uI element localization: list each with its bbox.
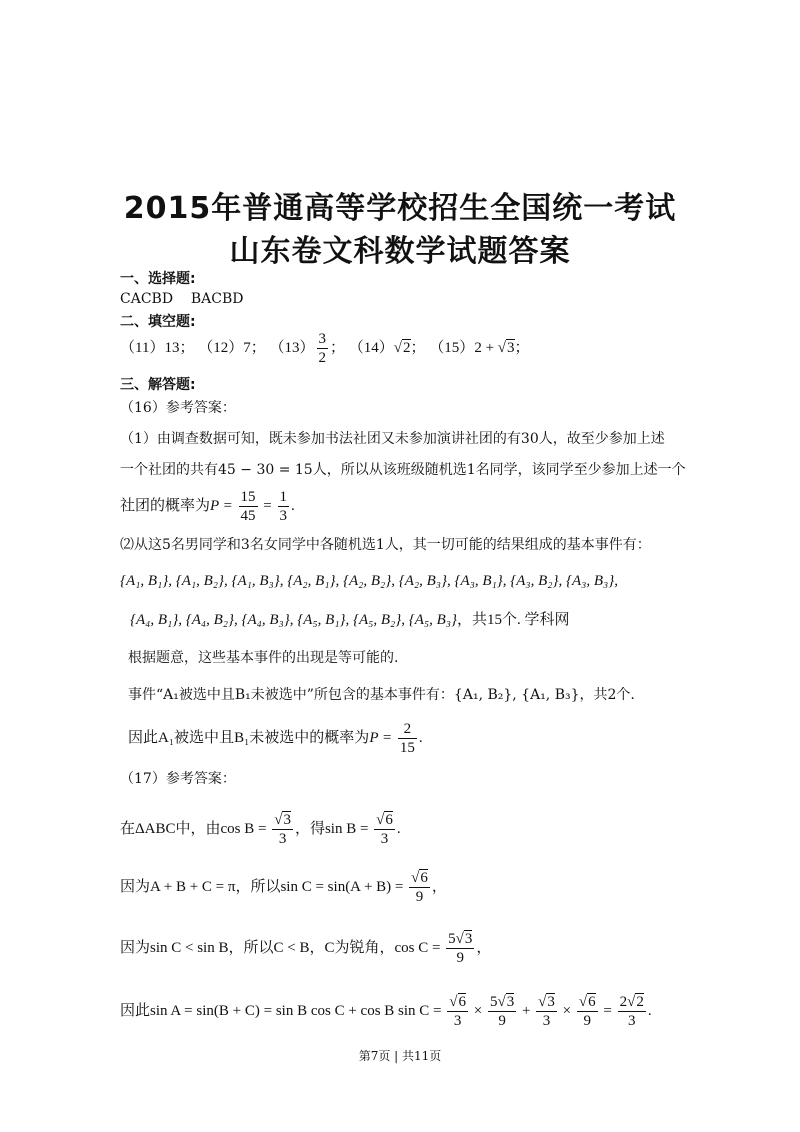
frac-denominator: 9	[415, 889, 424, 906]
q17-line2	[120, 866, 447, 908]
q13-numerator: 3	[318, 331, 327, 348]
choice-answers: CACBD BACBD	[120, 291, 244, 307]
radicand: 6	[385, 812, 393, 829]
comma: ，	[476, 940, 492, 956]
q16-part2-line4: 根据题意，这些基本事件的出现是等可能的.	[128, 650, 399, 666]
comma: ，	[431, 879, 447, 895]
frac-denominator: 3	[380, 831, 389, 848]
frac-denominator: 9	[583, 1013, 591, 1030]
frac-numerator: 1	[279, 489, 287, 506]
times-sign: ×	[558, 1003, 575, 1019]
frac-denominator: 15	[399, 740, 415, 757]
q16-prob-symbol: P =	[210, 498, 237, 514]
frac-denominator: 3	[627, 1013, 636, 1030]
prob-prefix: 因此A₁被选中且B₁未被选中的概率为	[128, 730, 370, 746]
frac-5sqrt3-over-9	[446, 930, 474, 967]
q16-part2-line6	[128, 718, 423, 758]
q17-line4	[120, 990, 652, 1032]
radicand: 3	[547, 994, 555, 1011]
radicand: 6	[588, 994, 596, 1011]
prob-symbol: P =	[369, 730, 396, 746]
q14-sep: ；	[410, 340, 426, 356]
frac-sqrt6-over-9	[409, 869, 430, 906]
q16-part2-line5: 事件“A₁被选中且B₁未被选中”所包含的基本事件有：{A₁, B₂}, {A₁, B₃}，共2个.	[128, 687, 635, 703]
frac-sqrt6-over-9	[577, 993, 598, 1030]
line-prefix: 因此sin A = sin(B + C) = sin B cos C + cos B sin C =	[120, 1003, 446, 1019]
frac-numerator: √3	[274, 812, 291, 829]
section-fill-heading: 二、填空题:	[120, 314, 196, 330]
q14-radicand: 2	[403, 340, 411, 356]
frac-2sqrt2-over-3	[618, 993, 646, 1030]
section-choice-heading: 一、选择题:	[120, 271, 196, 287]
frac-5sqrt3-over-9	[488, 993, 516, 1030]
q16-frac-2-15	[398, 720, 417, 757]
q16-frac-15-45	[239, 488, 258, 525]
frac-denominator: 9	[498, 1013, 506, 1030]
frac-numerator: 5√3	[489, 994, 515, 1011]
coefficient: 2	[619, 994, 628, 1011]
period: .	[418, 730, 423, 746]
q17-line3	[120, 927, 491, 969]
q12-label: （12）	[198, 340, 244, 356]
frac-sqrt3-over-3	[536, 993, 557, 1030]
frac-numerator: 5√3	[448, 931, 473, 948]
frac-denominator: 45	[240, 508, 256, 525]
frac-sqrt6-over-3	[447, 993, 468, 1030]
frac-numerator: √6	[449, 994, 466, 1011]
fill-answers: （11）13； （12）7； （13） $\frac{3}{2}$ ； （14）√2； （15）2 + √3；	[120, 331, 530, 367]
q15-prefix: 2 +	[474, 340, 498, 356]
q13-fraction	[317, 330, 329, 367]
q15-label: （15）	[429, 340, 475, 356]
q16-part1-line1: （1）由调查数据可知，既未参加书法社团又未参加演讲社团的有30人，故至少参加上述	[120, 431, 665, 447]
period: .	[291, 498, 295, 514]
section-solve-heading: 三、解答题:	[120, 377, 196, 393]
coefficient: 5	[489, 994, 498, 1011]
radicand: 3	[506, 994, 515, 1011]
frac-denominator: 3	[542, 1013, 551, 1030]
q16-events-row2	[130, 610, 570, 630]
frac-denominator: 3	[279, 508, 287, 525]
q17-line1	[120, 808, 401, 850]
frac-sqrt3-over-3	[272, 811, 293, 848]
frac-numerator: 15	[240, 489, 256, 506]
q16-frac-1-3	[278, 488, 290, 525]
q17-label: （17）参考答案：	[120, 771, 236, 787]
q13-sep: ；	[330, 340, 346, 356]
q13-label: （13）	[269, 340, 315, 356]
equals-sign: =	[259, 498, 276, 514]
radicand: 3	[464, 931, 473, 948]
frac-numerator: √6	[578, 994, 596, 1011]
equals-sign: =	[599, 1003, 616, 1019]
frac-sqrt6-over-3	[374, 811, 395, 848]
events-count: ，共15个. 学科网	[457, 612, 570, 628]
radicand: 6	[458, 994, 466, 1011]
coefficient: 5	[448, 931, 456, 948]
radicand: 6	[420, 870, 428, 887]
frac-denominator: 3	[278, 831, 287, 848]
events-list: {A₄, B₁}, {A₄, B₂}, {A₄, B₃}, {A₅, B₁}, {A₅, B₂}, {A₅, B₃}	[130, 612, 458, 628]
q16-label: （16）参考答案：	[120, 400, 236, 416]
line-prefix: 因为A + B + C = π，所以sin C = sin(A + B) =	[120, 879, 408, 895]
line-mid: ，得sin B =	[294, 821, 373, 837]
line-prefix: 在ΔABC中，由cos B =	[120, 821, 271, 837]
q14-label: （14）	[348, 340, 394, 356]
frac-numerator: √6	[411, 870, 428, 887]
frac-numerator: 2√2	[619, 994, 644, 1011]
frac-numerator: √3	[538, 994, 555, 1011]
times-sign: ×	[470, 1003, 486, 1019]
q16-part1-line2: 一个社团的共有45 − 30 = 15人，所以从该班级随机选1名同学，该同学至少参加上述一个	[120, 462, 686, 478]
q16-part2-line1: ⑵从这5名男同学和3名女同学中各随机选1人，其一切可能的结果组成的基本事件有：	[120, 537, 651, 553]
q16-part1-line3	[120, 486, 295, 526]
line-prefix: 因为sin C < sin B，所以C < B，C为锐角，cos C =	[120, 940, 445, 956]
q16-events-row1: {A₁, B₁}, {A₁, B₂}, {A₁, B₃}, {A₂, B₁}, {A₂, B₂}, {A₂, B₃}, {A₃, B₁}, {A₃, B₂}, {A₃, B₃},	[120, 573, 619, 589]
q13-denominator: 2	[318, 350, 327, 367]
q12-answer: 7；	[243, 340, 266, 356]
q15-radicand: 3	[507, 340, 515, 356]
q11-label: （11）	[120, 340, 165, 356]
q16-prob-prefix: 社团的概率为	[120, 498, 211, 514]
page-title-line2: 山东卷文科数学试题答案	[229, 234, 571, 269]
frac-numerator: √6	[376, 812, 393, 829]
radicand: 2	[636, 994, 644, 1011]
page-footer: 第7页 | 共11页	[358, 1049, 442, 1063]
q15-sep: ；	[514, 340, 530, 356]
radicand: 3	[283, 812, 291, 829]
period: .	[647, 1003, 652, 1019]
plus-sign: +	[518, 1003, 535, 1019]
page-title-line1: 2015年普通高等学校招生全国统一考试	[123, 191, 677, 226]
q11-answer: 13；	[164, 340, 195, 356]
period: .	[396, 821, 401, 837]
frac-denominator: 9	[456, 950, 465, 967]
frac-numerator: 2	[398, 720, 417, 739]
frac-denominator: 3	[453, 1013, 462, 1030]
